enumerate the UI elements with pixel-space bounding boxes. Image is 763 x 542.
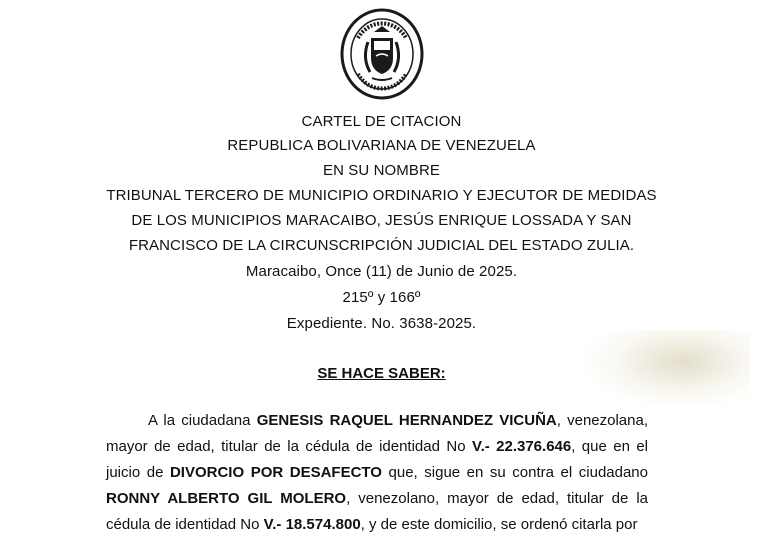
- section-title: SE HACE SABER:: [317, 365, 446, 382]
- body-text-1: A la ciudadana: [148, 412, 257, 429]
- body-text-4: que, sigue en su contra el ciudadano: [381, 464, 648, 481]
- defendant-id: V.- 22.376.646: [471, 438, 572, 455]
- years-line: 215º y 166º: [342, 289, 421, 306]
- tribunal-line-2: DE LOS MUNICIPIOS MARACAIBO, JESÚS ENRIQUE LOSSADA Y SAN: [131, 212, 632, 229]
- tribunal-line-1: TRIBUNAL TERCERO DE MUNICIPIO ORDINARIO Y EJECUTOR DE MEDIDAS: [106, 187, 657, 204]
- republic-line: REPUBLICA BOLIVARIANA DE VENEZUELA: [227, 137, 536, 154]
- case-type: DIVORCIO POR DESAFECTO: [169, 464, 382, 481]
- title-cartel: CARTEL DE CITACION: [301, 113, 462, 130]
- en-su-nombre-line: EN SU NOMBRE: [322, 162, 441, 179]
- tribunal-line-3: FRANCISCO DE LA CIRCUNSCRIPCIÓN JUDICIAL DEL ESTADO ZULIA.: [128, 237, 635, 254]
- date-line: Maracaibo, Once (11) de Junio de 2025.: [245, 263, 518, 280]
- citation-paragraph: [106, 408, 648, 538]
- coat-of-arms-seal: [338, 8, 426, 104]
- body-text-6: , y de este domicilio, se ordenó citarla por: [360, 516, 638, 533]
- paper-stain: [580, 330, 750, 410]
- case-number-line: Expediente. No. 3638-2025.: [286, 315, 477, 332]
- plaintiff-id: V.- 18.574.800: [263, 516, 361, 533]
- body-text-3: , que en el juicio de: [106, 438, 649, 481]
- defendant-name: GENESIS RAQUEL HERNANDEZ VICUÑA: [256, 412, 557, 429]
- plaintiff-name: RONNY ALBERTO GIL MOLERO: [106, 490, 347, 507]
- body-text-5: , venezolano, mayor de edad, titular de la cédula de identidad No: [106, 490, 648, 533]
- body-text-2: , venezolana, mayor de edad, titular de la cédula de identidad No: [106, 412, 649, 455]
